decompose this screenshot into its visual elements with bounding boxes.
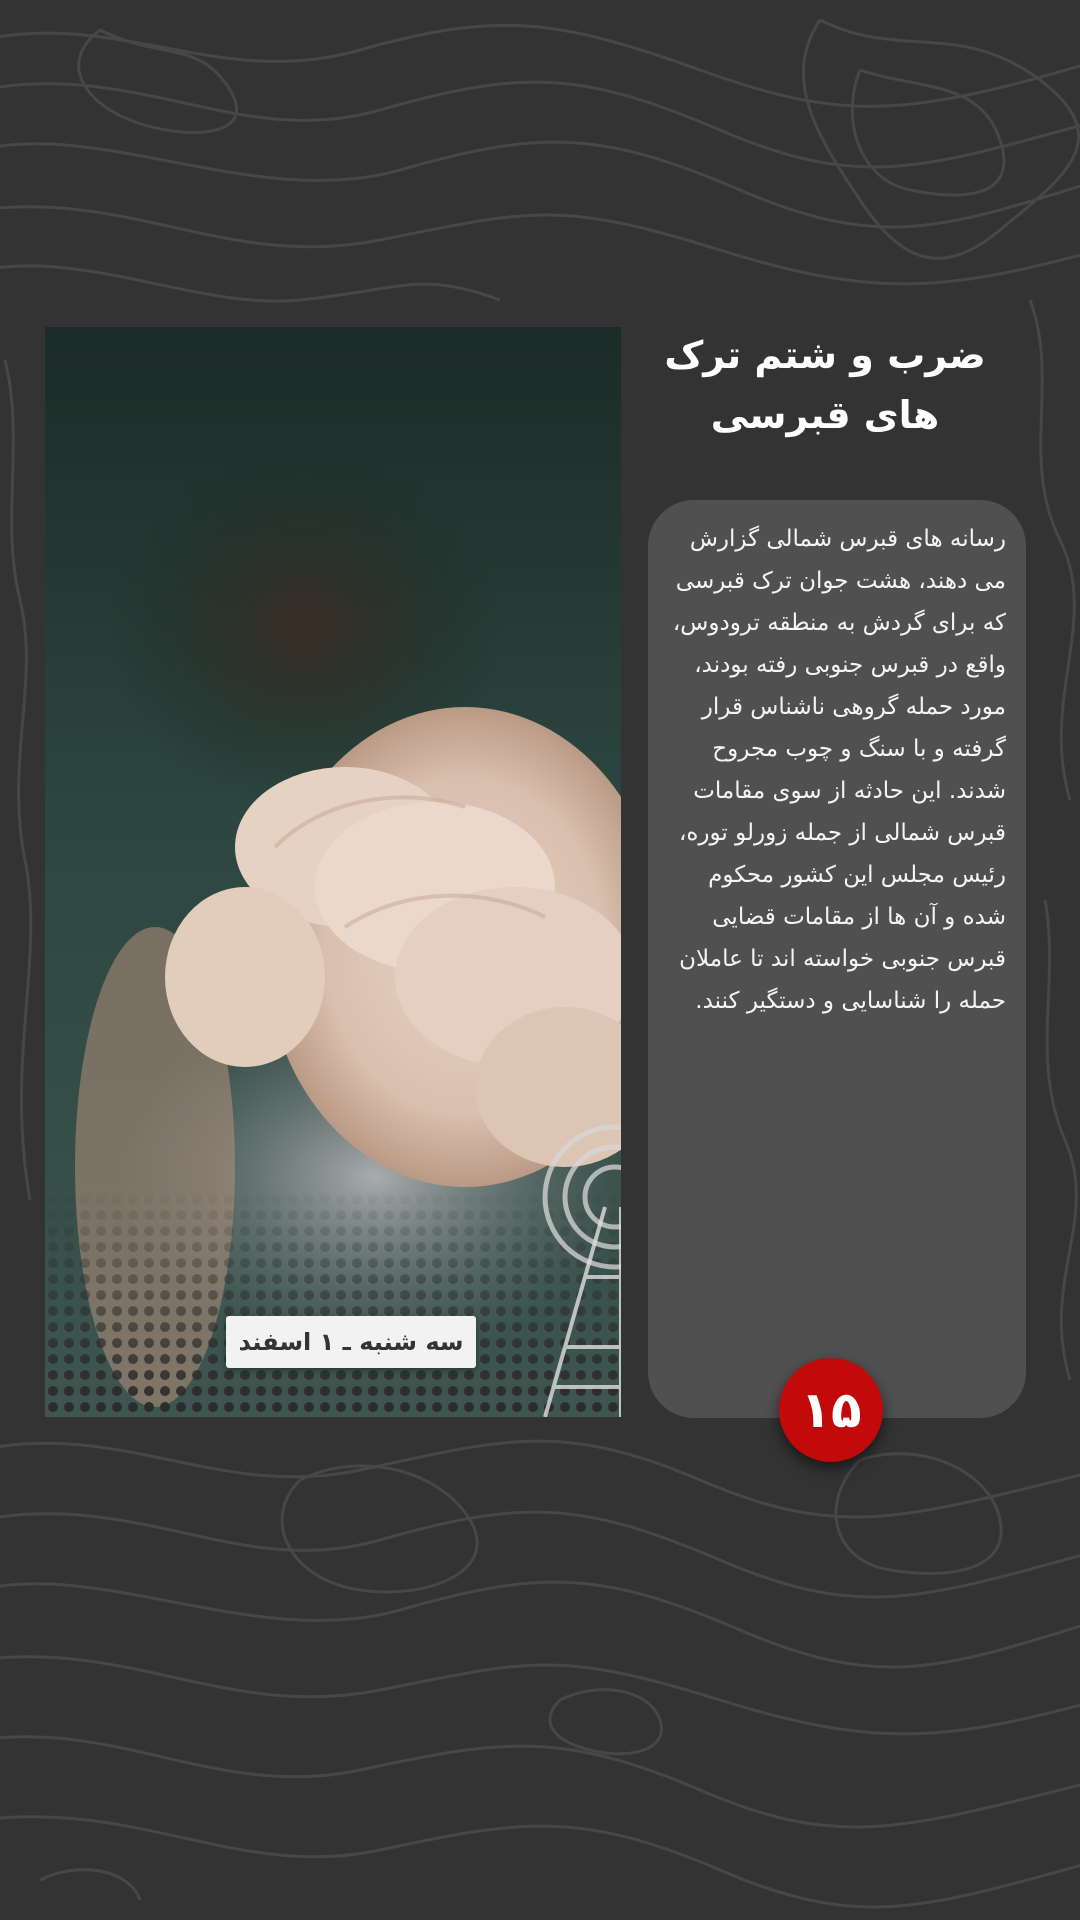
page-number-badge: ۱۵ [779, 1358, 883, 1462]
story-title: ضرب و شتم ترک های قبرسی [664, 333, 986, 437]
story-photo [45, 327, 621, 1417]
story-body: رسانه های قبرس شمالی گزارش می دهند، هشت جوان ترک قبرسی که برای گردش به منطقه ترودوس، واقع در قبرس جنوبی رفته بودند، مورد حمله گروهی ناشناس قرار گرفته و با سنگ و چوب مجروح شدند. این حادثه از سوی مقامات قبرس شمالی از جمله زورلو توره، رئیس مجلس این کشور محکوم شده و آن ها از مقامات قضایی قبرس جنوبی خواسته اند تا عاملان حمله را شناسایی و دستگیر کنند. [672, 526, 1006, 1014]
date-badge: سه شنبه ـ ۱ اسفند [226, 1316, 476, 1368]
